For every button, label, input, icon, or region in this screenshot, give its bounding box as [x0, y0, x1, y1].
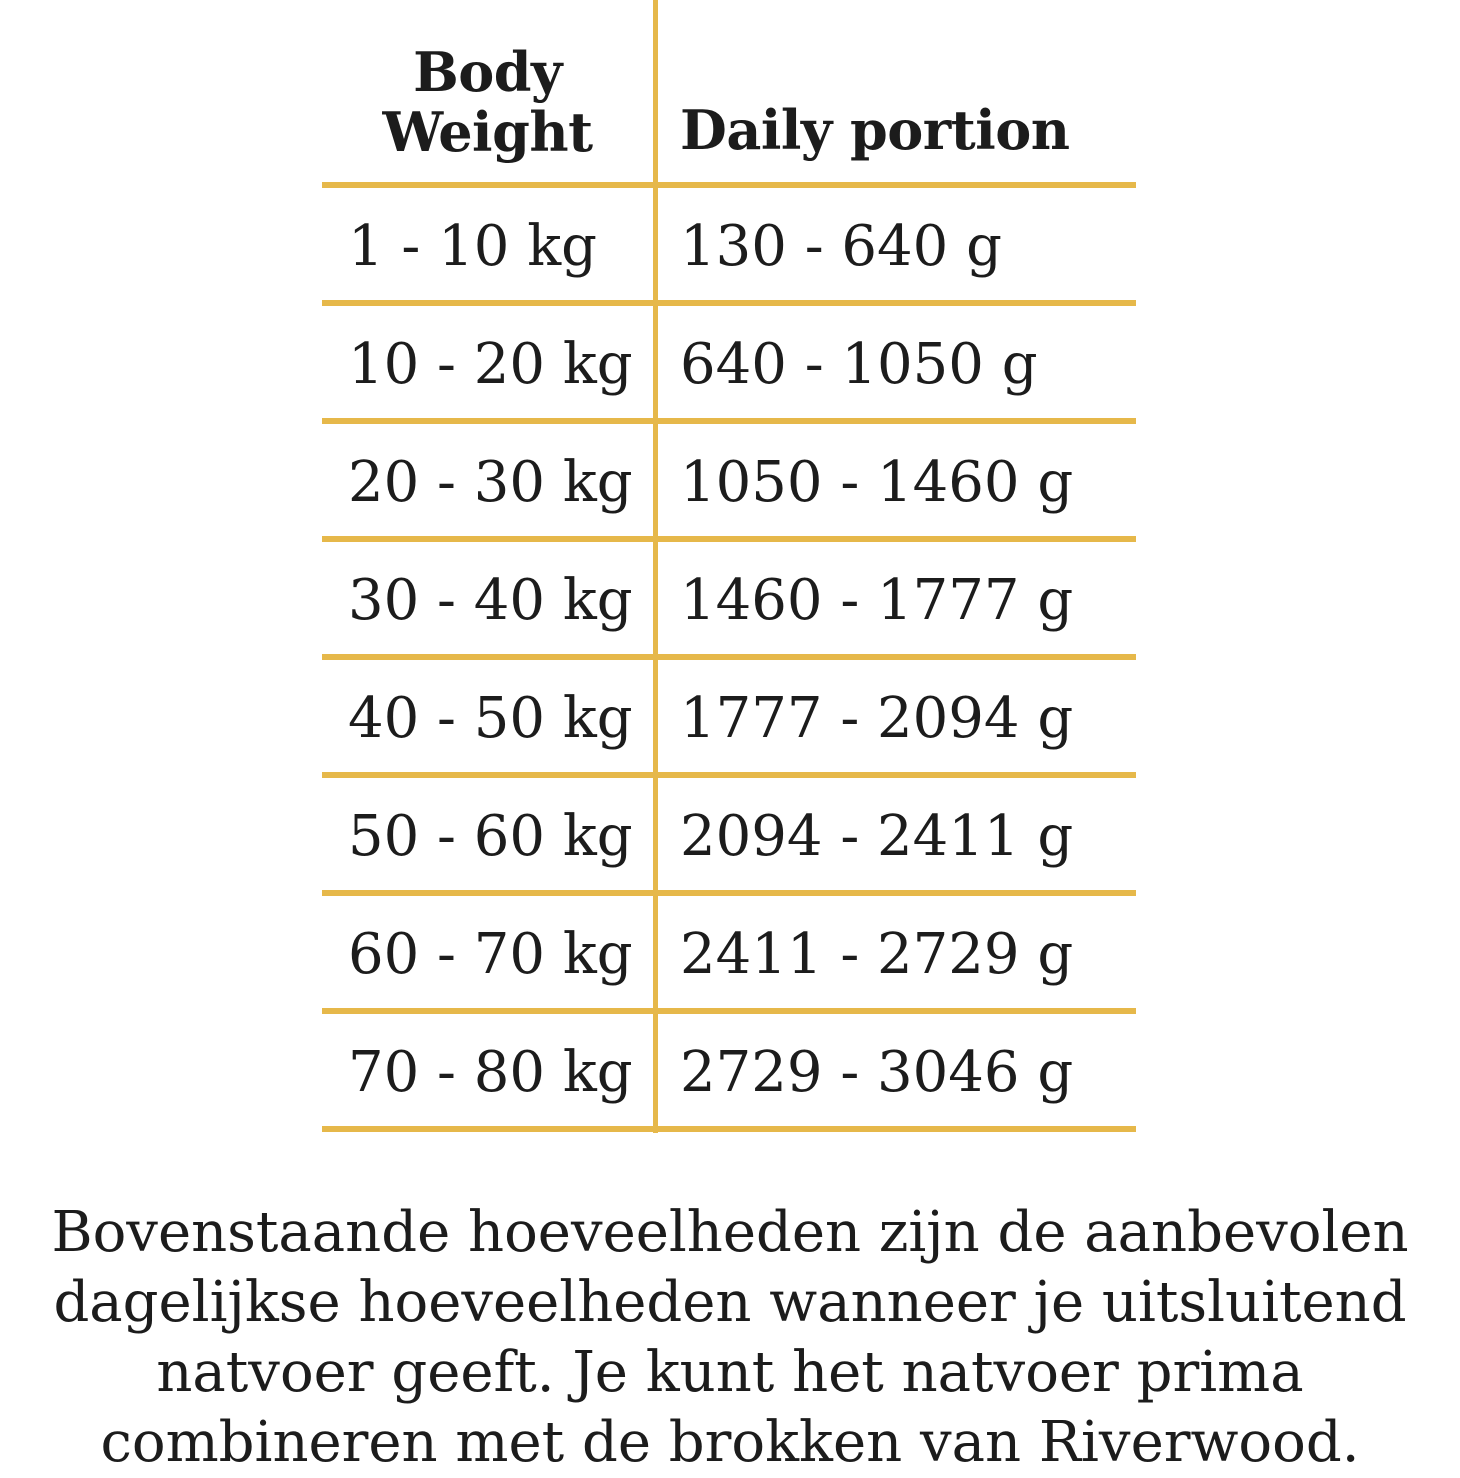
cell-body-weight: 50 - 60 kg — [348, 804, 633, 869]
table-row — [322, 306, 1136, 418]
table-row — [322, 424, 1136, 536]
feeding-table — [322, 0, 1136, 1132]
feeding-note: Bovenstaande hoeveelheden zijn de aanbevolen dagelijkse hoeveelheden wanneer je uitsluitend natvoer geeft. Je kunt het natvoer prima combineren met de brokken van Riverwood. — [51, 1200, 1409, 1475]
cell-body-weight: 1 - 10 kg — [348, 214, 597, 279]
cell-daily-portion: 2094 - 2411 g — [680, 804, 1074, 869]
cell-daily-portion: 1777 - 2094 g — [680, 686, 1074, 751]
table-row — [322, 660, 1136, 772]
cell-body-weight: 70 - 80 kg — [348, 1040, 633, 1105]
cell-body-weight: 30 - 40 kg — [348, 568, 633, 633]
table-row — [322, 778, 1136, 890]
cell-body-weight: 10 - 20 kg — [348, 332, 633, 397]
table-header — [322, 0, 1136, 182]
cell-body-weight: 40 - 50 kg — [348, 686, 633, 751]
cell-daily-portion: 2729 - 3046 g — [680, 1040, 1074, 1105]
cell-daily-portion: 130 - 640 g — [680, 214, 1002, 279]
header-body-weight-line2: Weight — [382, 100, 593, 164]
cell-daily-portion: 640 - 1050 g — [680, 332, 1038, 397]
table-row — [322, 542, 1136, 654]
row-divider — [322, 1126, 1136, 1132]
header-daily-portion: Daily portion — [680, 98, 1070, 162]
cell-body-weight: 60 - 70 kg — [348, 922, 633, 987]
cell-daily-portion: 2411 - 2729 g — [680, 922, 1074, 987]
table-row — [322, 896, 1136, 1008]
header-body-weight — [322, 42, 653, 162]
cell-body-weight: 20 - 30 kg — [348, 450, 633, 515]
cell-daily-portion: 1460 - 1777 g — [680, 568, 1074, 633]
cell-daily-portion: 1050 - 1460 g — [680, 450, 1074, 515]
table-row — [322, 188, 1136, 300]
table-row — [322, 1014, 1136, 1126]
header-body-weight-line1: Body — [413, 40, 562, 104]
